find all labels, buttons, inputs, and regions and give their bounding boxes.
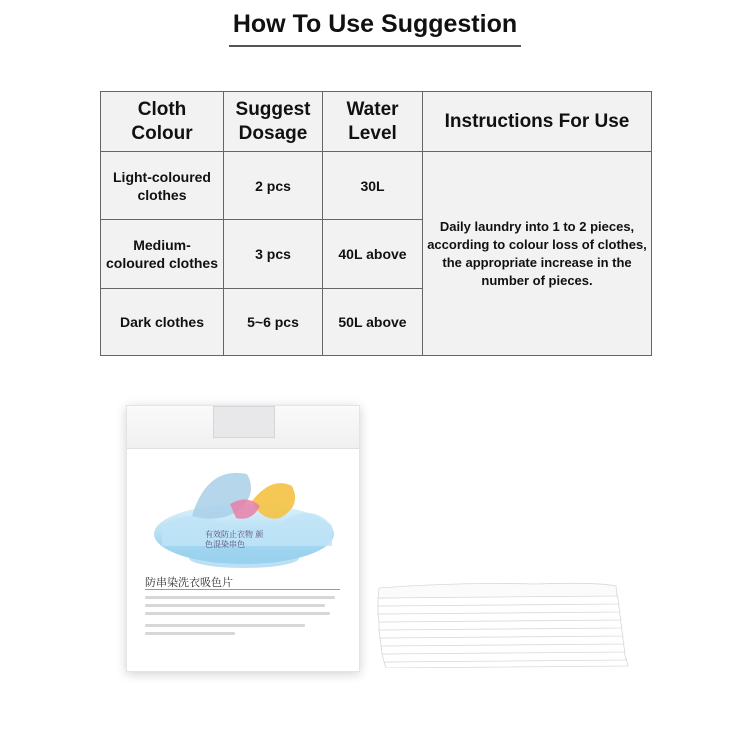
table-header-row [101, 92, 652, 152]
dosage-cell: 3 pcs [224, 220, 323, 288]
table-row [101, 152, 652, 220]
box-illustration [152, 446, 337, 576]
box-tab [213, 406, 275, 438]
header-water-level: Water Level [323, 92, 423, 152]
dosage-cell: 2 pcs [224, 152, 323, 220]
water-cell: 50L above [323, 288, 423, 355]
box-product-name: 防串染洗衣吸色片 [145, 576, 233, 589]
cloth-cell: Light-coloured clothes [101, 152, 224, 220]
product-box-image [126, 405, 360, 672]
box-tagline: 有效防止衣物 颜色混染串色 [205, 530, 264, 549]
header-instructions: Instructions For Use [423, 92, 652, 152]
usage-table [100, 91, 652, 356]
box-text-line [145, 596, 335, 599]
header-suggest-dosage: Suggest Dosage [224, 92, 323, 152]
instructions-cell: Daily laundry into 1 to 2 pieces, according to colour loss of clothes, the appropriate increase in the number of pieces. [423, 152, 652, 356]
header-cloth-colour: Cloth Colour [101, 92, 224, 152]
box-text-line [145, 632, 235, 635]
page-title-wrap [0, 10, 750, 47]
box-text-line [145, 624, 305, 627]
box-text-line [145, 612, 330, 615]
dosage-cell: 5~6 pcs [224, 288, 323, 355]
stacked-sheets-image [376, 578, 636, 668]
box-divider [145, 589, 340, 590]
page-title: How To Use Suggestion [229, 10, 521, 47]
box-text-line [145, 604, 325, 607]
water-cell: 30L [323, 152, 423, 220]
cloth-cell: Medium-coloured clothes [101, 220, 224, 288]
cloth-cell: Dark clothes [101, 288, 224, 355]
water-cell: 40L above [323, 220, 423, 288]
